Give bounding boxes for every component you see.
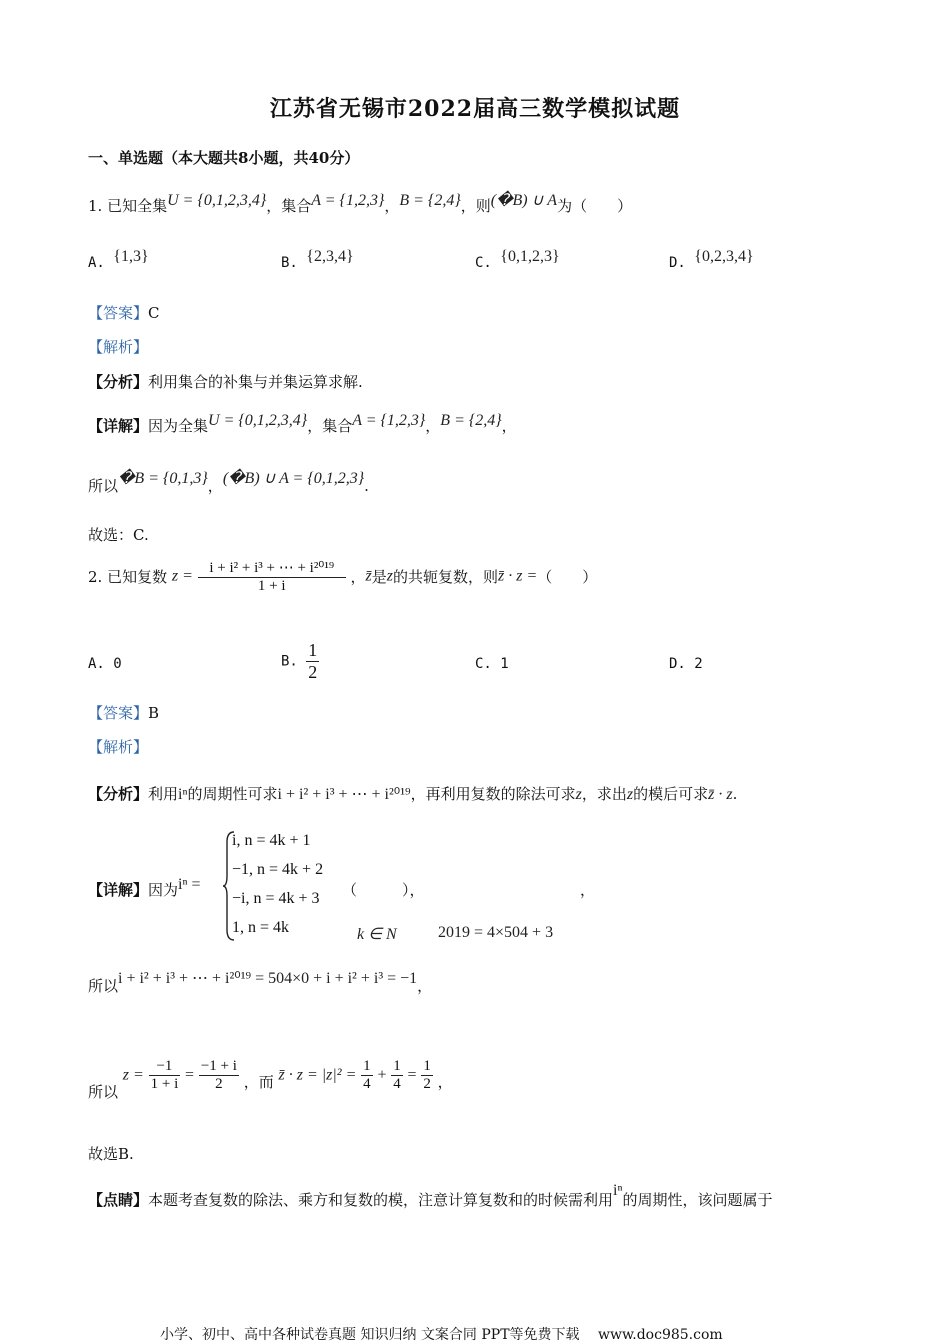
q2-option-b: B. $\frac{1}{2}$ [281,640,318,682]
q2-paren: （ ）， [342,881,425,899]
q2-answer: 【答案】B [88,704,160,722]
q2-comma: ， [580,881,596,899]
q1-option-d: D. {0,2,3,4} [669,248,754,271]
q2-z-line: 所以 z = $\frac{-1}{1 + i}$ = $\frac{-1 + i}{2}$ ，而 z̄ · z = |z|² = $\frac{1}{4}$ + $\frac{1}{4}$ = $\frac{1}{2}$ ， [88,1058,453,1101]
page-title: 江苏省无锡市2022届高三数学模拟试题 [269,96,681,122]
q2-conclusion: 故选B. [88,1145,134,1163]
case-3: −i, n = 4k + 3 [232,890,320,907]
question-2-stem: 2. 已知复数 z = $\frac{\text{i + i² + i³ + ⋯ + i²⁰¹⁹}}{1 + i}$ ，z̄是z的共轭复数，则z̄ · z =（ ） [88,560,598,594]
q1-conclusion: 故选：C. [88,526,149,544]
section-heading: 一、单选题（本大题共8小题，共40分） [88,149,360,167]
q1-xiangjie: 【详解】因为全集U = {0,1,2,3,4}，集合A = {1,2,3}，B = {2,4}， [88,412,517,435]
q2-dianjing: 【点睛】本题考查复数的除法、乘方和复数的模，注意计算复数和的时候需利用iⁿ的周期性，该问题属于 [88,1182,773,1209]
q2-sum-line: 所以i + i² + i³ + ⋯ + i²⁰¹⁹ = 504×0 + i + i² + i³ = −1， [88,970,433,995]
case-1: i, n = 4k + 1 [232,832,311,849]
q2-analysis-tag: 【解析】 [88,738,149,756]
k-in-n: k ∈ N [357,926,397,943]
q1-answer: 【答案】C [88,304,160,322]
q2-option-d: D. 2 [669,656,703,672]
q1-option-c: C. {0,1,2,3} [475,248,560,271]
page-footer: 小学、初中、高中各种试卷真题 知识归纳 文案合同 PPT等免费下载 www.doc985.com [160,1327,723,1343]
q2-xiangjie: 【详解】因为iⁿ = [88,876,201,899]
decomposition: 2019 = 4×504 + 3 [438,924,554,941]
q2-option-c: C. 1 [475,656,509,672]
case-2: −1, n = 4k + 2 [232,861,324,878]
q1-option-a: A. {1,3} [88,248,149,271]
case-4: 1, n = 4k [232,919,290,936]
q1-suoyi: 所以�B = {0,1,3}，(�B) ∪ A = {0,1,2,3}. [88,470,369,495]
q2-option-a: A. 0 [88,656,122,672]
q1-analysis-tag: 【解析】 [88,338,149,356]
q1-option-b: B. {2,3,4} [281,248,354,271]
q2-fenxi: 【分析】利用iⁿ的周期性可求i + i² + i³ + ⋯ + i²⁰¹⁹，再利用复数的除法可求z，求出z的模后可求z̄ · z. [88,785,738,803]
q1-fenxi: 【分析】利用集合的补集与并集运算求解. [88,373,363,391]
question-1-stem: 1. 已知全集U = {0,1,2,3,4}，集合A = {1,2,3}，B = {2,4}，则(�B) ∪ A为（ ） [88,192,633,215]
